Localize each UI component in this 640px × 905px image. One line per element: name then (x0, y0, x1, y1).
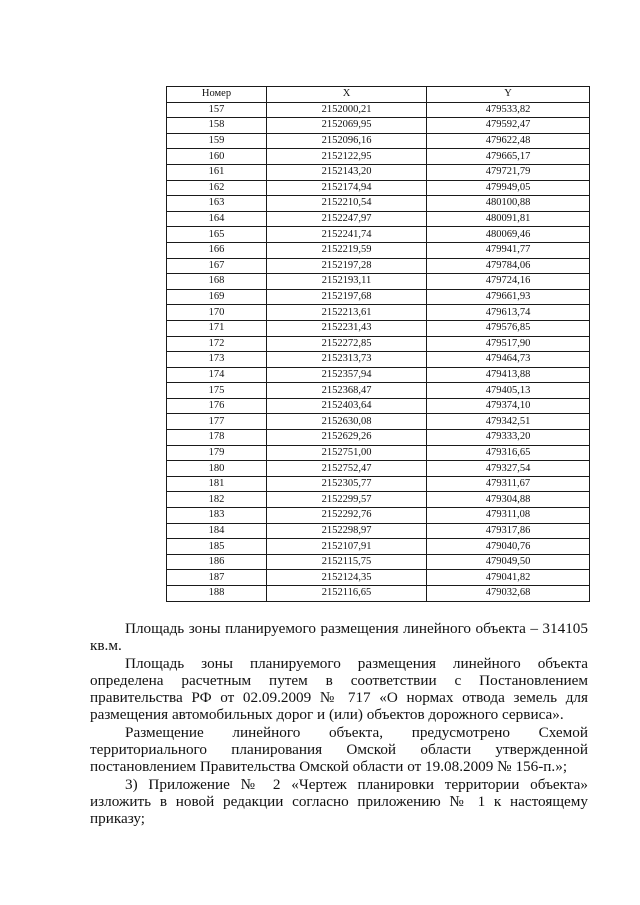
cell-number: 179 (167, 445, 267, 461)
cell-x: 2152143,20 (267, 164, 427, 180)
cell-number: 171 (167, 320, 267, 336)
cell-y: 479040,76 (427, 539, 590, 555)
cell-y: 479032,68 (427, 586, 590, 602)
cell-x: 2152115,75 (267, 554, 427, 570)
cell-y: 479311,08 (427, 508, 590, 524)
cell-x: 2152299,57 (267, 492, 427, 508)
cell-number: 164 (167, 211, 267, 227)
cell-x: 2152247,97 (267, 211, 427, 227)
cell-number: 159 (167, 133, 267, 149)
header-y: Y (427, 87, 590, 103)
table-row (167, 523, 590, 539)
cell-x: 2152197,28 (267, 258, 427, 274)
cell-number: 163 (167, 196, 267, 212)
table-row (167, 118, 590, 134)
table-row (167, 445, 590, 461)
table-row (167, 274, 590, 290)
cell-number: 184 (167, 523, 267, 539)
cell-x: 2152368,47 (267, 383, 427, 399)
table-row (167, 196, 590, 212)
cell-y: 480069,46 (427, 227, 590, 243)
cell-x: 2152213,61 (267, 305, 427, 321)
table-row (167, 289, 590, 305)
cell-x: 2152210,54 (267, 196, 427, 212)
cell-y: 479464,73 (427, 352, 590, 368)
cell-x: 2152292,76 (267, 508, 427, 524)
cell-number: 166 (167, 242, 267, 258)
paragraph-area: Площадь зоны планируемого размещения линейного объекта – 314105 кв.м. (90, 620, 588, 655)
cell-number: 181 (167, 476, 267, 492)
cell-x: 2152751,00 (267, 445, 427, 461)
cell-x: 2152305,77 (267, 476, 427, 492)
cell-x: 2152630,08 (267, 414, 427, 430)
cell-y: 479721,79 (427, 164, 590, 180)
cell-y: 479941,77 (427, 242, 590, 258)
table-row (167, 320, 590, 336)
cell-y: 479533,82 (427, 102, 590, 118)
cell-y: 479304,88 (427, 492, 590, 508)
cell-y: 479327,54 (427, 461, 590, 477)
header-x: X (267, 87, 427, 103)
table-header-row (167, 87, 590, 103)
cell-y: 479665,17 (427, 149, 590, 165)
cell-number: 173 (167, 352, 267, 368)
cell-number: 172 (167, 336, 267, 352)
cell-number: 180 (167, 461, 267, 477)
table-row (167, 476, 590, 492)
table-row (167, 102, 590, 118)
cell-number: 178 (167, 430, 267, 446)
table-row (167, 492, 590, 508)
cell-x: 2152116,65 (267, 586, 427, 602)
header-number: Номер (167, 87, 267, 103)
cell-number: 177 (167, 414, 267, 430)
cell-y: 479374,10 (427, 398, 590, 414)
cell-y: 479311,67 (427, 476, 590, 492)
cell-number: 161 (167, 164, 267, 180)
cell-x: 2152231,43 (267, 320, 427, 336)
cell-x: 2152069,95 (267, 118, 427, 134)
cell-x: 2152122,95 (267, 149, 427, 165)
cell-number: 165 (167, 227, 267, 243)
table-body (167, 102, 590, 601)
cell-x: 2152219,59 (267, 242, 427, 258)
cell-y: 479622,48 (427, 133, 590, 149)
cell-y: 479333,20 (427, 430, 590, 446)
table-row (167, 539, 590, 555)
table-row (167, 133, 590, 149)
cell-number: 185 (167, 539, 267, 555)
cell-number: 188 (167, 586, 267, 602)
cell-y: 479413,88 (427, 367, 590, 383)
cell-y: 479784,06 (427, 258, 590, 274)
cell-x: 2152000,21 (267, 102, 427, 118)
table-row (167, 586, 590, 602)
table-row (167, 336, 590, 352)
cell-y: 479342,51 (427, 414, 590, 430)
cell-number: 167 (167, 258, 267, 274)
cell-x: 2152313,73 (267, 352, 427, 368)
cell-number: 158 (167, 118, 267, 134)
cell-y: 479613,74 (427, 305, 590, 321)
cell-y: 479317,86 (427, 523, 590, 539)
paragraph-area-method: Площадь зоны планируемого размещения линейного объекта определена расчетным путем в соответствии с Постановлением правительства РФ от 02.09.2009 № 717 «О нормах отвода земель для размещения автомобильных дорог и (или) объектов дорожного сервиса». (90, 654, 588, 724)
table-row (167, 180, 590, 196)
table-row (167, 367, 590, 383)
document-text (90, 620, 588, 828)
cell-y: 479405,13 (427, 383, 590, 399)
cell-x: 2152124,35 (267, 570, 427, 586)
paragraph-placement: Размещение линейного объекта, предусмотрено Схемой территориального планирования Омской области утвержденной постановлением Правительства Омской области от 19.08.2009 № 156-п.»; (90, 723, 588, 776)
cell-number: 182 (167, 492, 267, 508)
cell-x: 2152193,11 (267, 274, 427, 290)
table-row (167, 149, 590, 165)
cell-x: 2152298,97 (267, 523, 427, 539)
cell-number: 186 (167, 554, 267, 570)
cell-x: 2152403,64 (267, 398, 427, 414)
cell-y: 480091,81 (427, 211, 590, 227)
table-row (167, 258, 590, 274)
cell-x: 2152241,74 (267, 227, 427, 243)
table-row (167, 211, 590, 227)
cell-x: 2152096,16 (267, 133, 427, 149)
table-row (167, 383, 590, 399)
table-row (167, 242, 590, 258)
table-row (167, 227, 590, 243)
cell-y: 479724,16 (427, 274, 590, 290)
table-row (167, 164, 590, 180)
cell-y: 479592,47 (427, 118, 590, 134)
table-row (167, 461, 590, 477)
cell-y: 479949,05 (427, 180, 590, 196)
cell-x: 2152752,47 (267, 461, 427, 477)
cell-number: 187 (167, 570, 267, 586)
cell-y: 479041,82 (427, 570, 590, 586)
table-row (167, 554, 590, 570)
table-row (167, 508, 590, 524)
cell-y: 479049,50 (427, 554, 590, 570)
cell-y: 480100,88 (427, 196, 590, 212)
cell-number: 175 (167, 383, 267, 399)
cell-number: 157 (167, 102, 267, 118)
cell-number: 169 (167, 289, 267, 305)
cell-x: 2152197,68 (267, 289, 427, 305)
cell-number: 170 (167, 305, 267, 321)
cell-number: 160 (167, 149, 267, 165)
cell-number: 174 (167, 367, 267, 383)
cell-y: 479316,65 (427, 445, 590, 461)
cell-x: 2152629,26 (267, 430, 427, 446)
coordinates-table (166, 86, 590, 602)
cell-x: 2152107,91 (267, 539, 427, 555)
cell-x: 2152357,94 (267, 367, 427, 383)
cell-x: 2152272,85 (267, 336, 427, 352)
table-row (167, 305, 590, 321)
cell-y: 479661,93 (427, 289, 590, 305)
cell-number: 183 (167, 508, 267, 524)
table-row (167, 352, 590, 368)
cell-x: 2152174,94 (267, 180, 427, 196)
cell-number: 162 (167, 180, 267, 196)
cell-y: 479576,85 (427, 320, 590, 336)
table-row (167, 430, 590, 446)
cell-number: 168 (167, 274, 267, 290)
table-row (167, 570, 590, 586)
cell-y: 479517,90 (427, 336, 590, 352)
paragraph-appendix: 3) Приложение № 2 «Чертеж планировки территории объекта» изложить в новой редакции согласно приложению № 1 к настоящему приказу; (90, 775, 588, 828)
cell-number: 176 (167, 398, 267, 414)
table-row (167, 398, 590, 414)
table-row (167, 414, 590, 430)
